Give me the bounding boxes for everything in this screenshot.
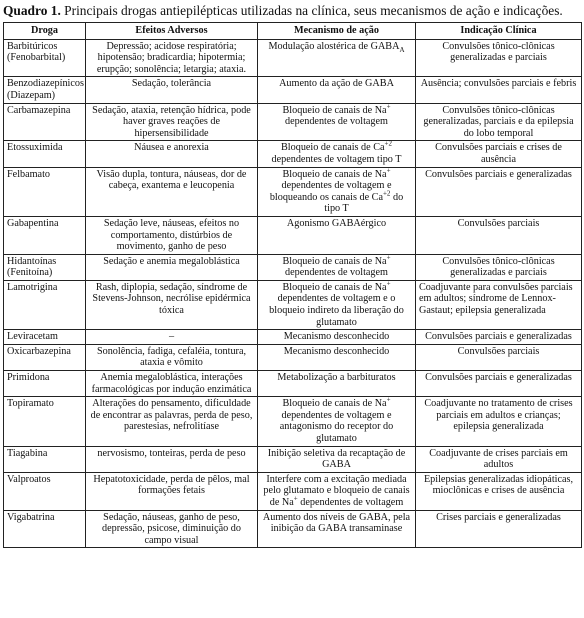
table-row — [4, 397, 582, 446]
header-droga: Droga — [4, 23, 86, 40]
cell-mecanismo: Agonismo GABAérgico — [258, 216, 416, 254]
cell-indicacao: Convulsões parciais e generalizadas — [416, 371, 582, 397]
cell-droga: Lamotrigina — [4, 280, 86, 329]
header-efeitos: Efeitos Adversos — [86, 23, 258, 40]
cell-mecanismo: Metabolização a barbituratos — [258, 371, 416, 397]
table-row — [4, 510, 582, 548]
table-row — [4, 167, 582, 216]
cell-droga: Valproatos — [4, 472, 86, 510]
cell-droga: Hidantoínas (Fenitoína) — [4, 254, 86, 280]
cell-efeitos: Náusea e anorexia — [86, 141, 258, 167]
table-row — [4, 371, 582, 397]
cell-mecanismo: Interfere com a excitação mediada pelo glutamato e bloqueio de canais de Na+ dependentes de voltagem — [258, 472, 416, 510]
table-header-row — [4, 23, 582, 40]
cell-mecanismo: Mecanismo desconhecido — [258, 330, 416, 345]
cell-efeitos: – — [86, 330, 258, 345]
table-row — [4, 446, 582, 472]
cell-efeitos: Anemia megaloblástica, interações farmacológicas por indução enzimática — [86, 371, 258, 397]
cell-indicacao: Convulsões parciais — [416, 344, 582, 370]
cell-efeitos: Depressão; acidose respiratória; hipotensão; bradicardia; hipotermia; erupção; sonolência; letargia; ataxia. — [86, 39, 258, 77]
cell-droga: Etossuximida — [4, 141, 86, 167]
cell-efeitos: Visão dupla, tontura, náuseas, dor de cabeça, exantema e leucopenia — [86, 167, 258, 216]
cell-efeitos: Sonolência, fadiga, cefaléia, tontura, ataxia e vômito — [86, 344, 258, 370]
table-row — [4, 216, 582, 254]
cell-indicacao: Coadjuvante de crises parciais em adultos — [416, 446, 582, 472]
cell-mecanismo: Bloqueio de canais de Na+ dependentes de voltagem — [258, 254, 416, 280]
cell-efeitos: Alterações do pensamento, dificuldade de encontrar as palavras, perda de peso, parestesias, nefrolitíase — [86, 397, 258, 446]
cell-indicacao: Convulsões tônico-clônicas generalizadas e parciais — [416, 39, 582, 77]
cell-efeitos: Rash, diplopia, sedação, síndrome de Stevens-Johnson, necrólise epidérmica tóxica — [86, 280, 258, 329]
cell-droga: Benzodiazepínicos (Diazepam) — [4, 77, 86, 103]
cell-mecanismo: Bloqueio de canais de Na+ dependentes de voltagem — [258, 103, 416, 141]
table-row — [4, 472, 582, 510]
cell-mecanismo: Bloqueio de canais de $Ca^{+2}$ dependentes de voltagem tipo T — [258, 141, 416, 167]
cell-indicacao: Convulsões parciais e crises de ausência — [416, 141, 582, 167]
cell-efeitos: Sedação, ataxia, retenção hídrica, pode haver graves reações de hipersensibilidade — [86, 103, 258, 141]
cell-mecanismo: Bloqueio de canais de Na+ dependentes de voltagem e bloqueando os canais de $Ca^{+2}$ do tipo T — [258, 167, 416, 216]
cell-droga: Barbitúricos (Fenobarbital) — [4, 39, 86, 77]
cell-efeitos: nervosismo, tonteiras, perda de peso — [86, 446, 258, 472]
cell-mecanismo: Bloqueio de canais de Na+ dependentes de voltagem e o bloqueio indireto da liberação do glutamato — [258, 280, 416, 329]
cell-indicacao: Crises parciais e generalizadas — [416, 510, 582, 548]
cell-mecanismo: Aumento dos níveis de GABA, pela inibição da GABA transaminase — [258, 510, 416, 548]
table-row — [4, 344, 582, 370]
caption-text: Principais drogas antiepilépticas utilizadas na clínica, seus mecanismos de ação e indicações. — [64, 3, 563, 18]
table-row — [4, 254, 582, 280]
cell-mecanismo: Aumento da ação de GABA — [258, 77, 416, 103]
cell-indicacao: Epilepsias generalizadas idiopáticas, mioclônicas e crises de ausência — [416, 472, 582, 510]
cell-indicacao: Convulsões tônico-clônicas generalizadas e parciais — [416, 254, 582, 280]
cell-indicacao: Convulsões parciais e generalizadas — [416, 330, 582, 345]
table-row — [4, 39, 582, 77]
cell-droga: Oxicarbazepina — [4, 344, 86, 370]
cell-droga: Carbamazepina — [4, 103, 86, 141]
cell-indicacao: Coadjuvante no tratamento de crises parciais em adultos e crianças; epilepsia generalizada — [416, 397, 582, 446]
cell-mecanismo: Modulação alostérica de $GABA_A$ — [258, 39, 416, 77]
drug-table — [3, 22, 582, 548]
cell-efeitos: Sedação leve, náuseas, efeitos no comportamento, distúrbios de movimento, ganho de peso — [86, 216, 258, 254]
header-mecanismo: Mecanismo de ação — [258, 23, 416, 40]
cell-efeitos: Sedação e anemia megaloblástica — [86, 254, 258, 280]
caption-label: Quadro 1. — [3, 3, 61, 18]
cell-droga: Gabapentina — [4, 216, 86, 254]
cell-indicacao: Coadjuvante para convulsões parciais em adultos; síndrome de Lennox-Gastaut; epilepsia generalizada — [416, 280, 582, 329]
cell-droga: Leviracetam — [4, 330, 86, 345]
cell-indicacao: Ausência; convulsões parciais e febris — [416, 77, 582, 103]
cell-indicacao: Convulsões parciais — [416, 216, 582, 254]
table-body — [4, 39, 582, 548]
table-row — [4, 280, 582, 329]
header-indicacao: Indicação Clínica — [416, 23, 582, 40]
table-row — [4, 141, 582, 167]
cell-efeitos: Hepatotoxicidade, perda de pêlos, mal formações fetais — [86, 472, 258, 510]
cell-droga: Tiagabina — [4, 446, 86, 472]
cell-mecanismo: Mecanismo desconhecido — [258, 344, 416, 370]
cell-mecanismo: Bloqueio de canais de Na+ dependentes de voltagem e antagonismo do receptor do glutamato — [258, 397, 416, 446]
cell-droga: Vigabatrina — [4, 510, 86, 548]
table-row — [4, 330, 582, 345]
cell-mecanismo: Inibição seletiva da recaptação de GABA — [258, 446, 416, 472]
cell-droga: Primidona — [4, 371, 86, 397]
table-row — [4, 103, 582, 141]
cell-efeitos: Sedação, tolerância — [86, 77, 258, 103]
cell-efeitos: Sedação, náuseas, ganho de peso, depressão, psicose, diminuição do campo visual — [86, 510, 258, 548]
cell-droga: Felbamato — [4, 167, 86, 216]
cell-indicacao: Convulsões parciais e generalizadas — [416, 167, 582, 216]
table-row — [4, 77, 582, 103]
cell-droga: Topiramato — [4, 397, 86, 446]
cell-indicacao: Convulsões tônico-clônicas generalizadas, parciais e da epilepsia do lobo temporal — [416, 103, 582, 141]
table-caption — [3, 3, 583, 19]
